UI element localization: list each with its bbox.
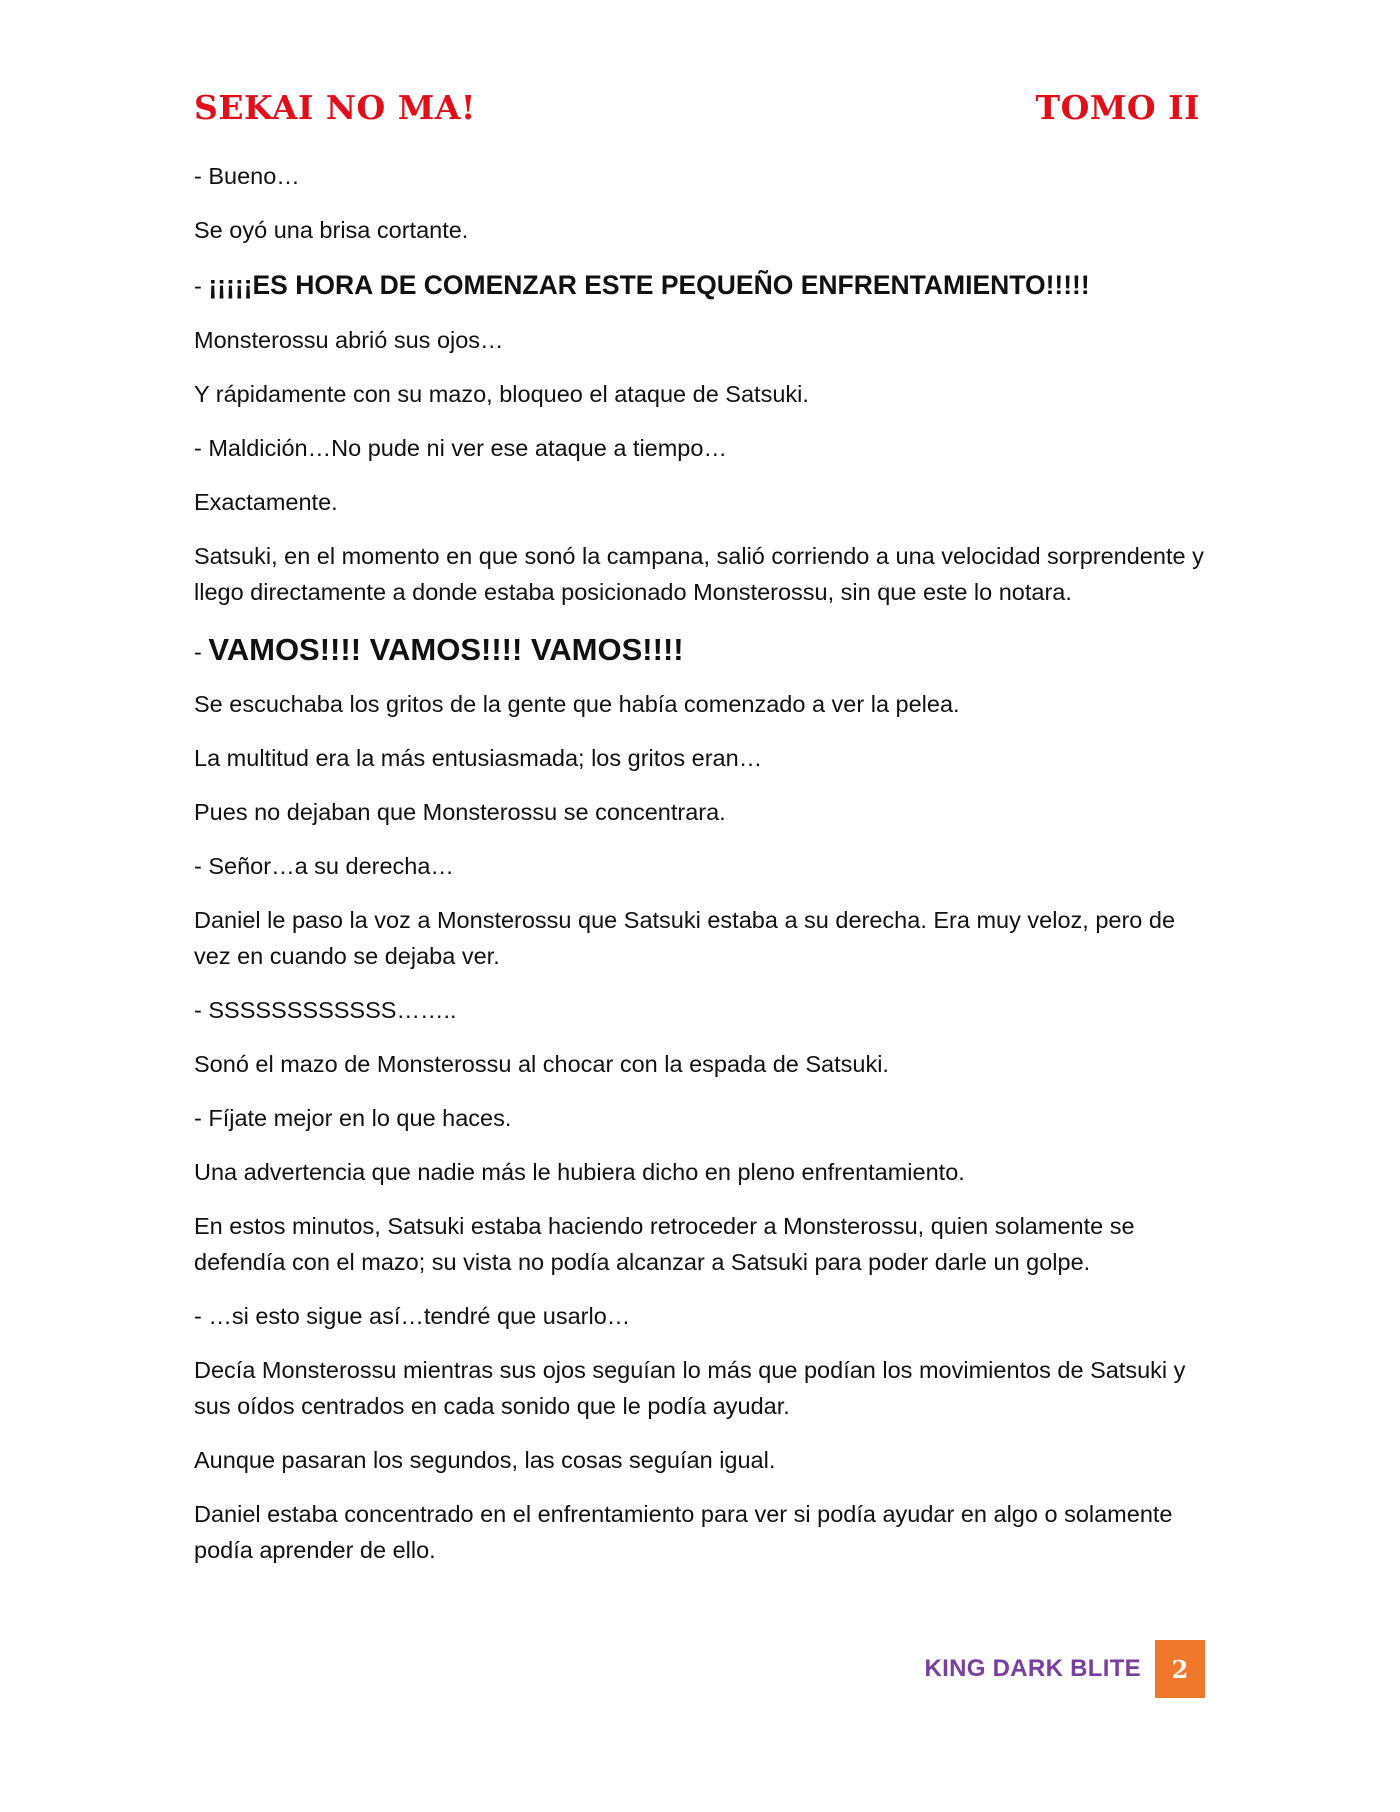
paragraph: Sonó el mazo de Monsterossu al chocar con la espada de Satsuki.: [194, 1051, 889, 1077]
paragraph: - SSSSSSSSSSSS……..: [194, 997, 457, 1023]
shout-text: VAMOS!!!! VAMOS!!!! VAMOS!!!!: [208, 632, 684, 667]
paragraph: - Fíjate mejor en lo que haces.: [194, 1105, 512, 1131]
shout-text: ¡¡¡¡¡ES HORA DE COMENZAR ESTE PEQUEÑO ENFRENTAMIENTO!!!!!: [208, 270, 1090, 300]
shout-line-big: [194, 628, 1204, 674]
paragraph: Daniel estaba concentrado en el enfrentamiento para ver si podía ayudar en algo o solamente podía aprender de ello.: [194, 1501, 1173, 1563]
paragraph: Y rápidamente con su mazo, bloqueo el ataque de Satsuki.: [194, 381, 809, 407]
volume-label: TOMO II: [1035, 88, 1200, 127]
paragraph: Se escuchaba los gritos de la gente que había comenzado a ver la pelea.: [194, 691, 960, 717]
shout-line: [194, 266, 1204, 305]
author-name: KING DARK BLITE: [924, 1655, 1141, 1682]
paragraph: Satsuki, en el momento en que sonó la campana, salió corriendo a una velocidad sorprendente y llego directamente a donde estaba posicionado Monsterossu, sin que este lo notara.: [194, 543, 1204, 605]
dialogue-dash: -: [194, 273, 209, 299]
paragraph: Exactamente.: [194, 489, 338, 515]
paragraph: Daniel le paso la voz a Monsterossu que Satsuki estaba a su derecha. Era muy veloz, pero de vez en cuando se dejaba ver.: [194, 907, 1176, 969]
paragraph: Una advertencia que nadie más le hubiera dicho en pleno enfrentamiento.: [194, 1159, 965, 1185]
paragraph: - Bueno…: [194, 163, 300, 189]
paragraph: Aunque pasaran los segundos, las cosas seguían igual.: [194, 1447, 776, 1473]
paragraph: La multitud era la más entusiasmada; los gritos eran…: [194, 745, 763, 771]
page-header: [194, 88, 1200, 127]
paragraph: Monsterossu abrió sus ojos…: [194, 327, 504, 353]
paragraph: - Maldición…No pude ni ver ese ataque a tiempo…: [194, 435, 727, 461]
paragraph: Pues no dejaban que Monsterossu se concentrara.: [194, 799, 726, 825]
page-body: [194, 158, 1204, 1586]
paragraph: - …si esto sigue así…tendré que usarlo…: [194, 1303, 631, 1329]
paragraph: Se oyó una brisa cortante.: [194, 217, 469, 243]
paragraph: En estos minutos, Satsuki estaba haciendo retroceder a Monsterossu, quien solamente se defendía con el mazo; su vista no podía alcanzar a Satsuki para poder darle un golpe.: [194, 1213, 1135, 1275]
book-title: SEKAI NO MA!: [194, 88, 476, 127]
page-number-badge: 2: [1155, 1640, 1205, 1698]
paragraph: Decía Monsterossu mientras sus ojos seguían lo más que podían los movimientos de Satsuki y sus oídos centrados en cada sonido que le podía ayudar.: [194, 1357, 1186, 1419]
dialogue-dash: -: [194, 639, 209, 665]
paragraph: - Señor…a su derecha…: [194, 853, 454, 879]
page-footer: [900, 1640, 1205, 1698]
